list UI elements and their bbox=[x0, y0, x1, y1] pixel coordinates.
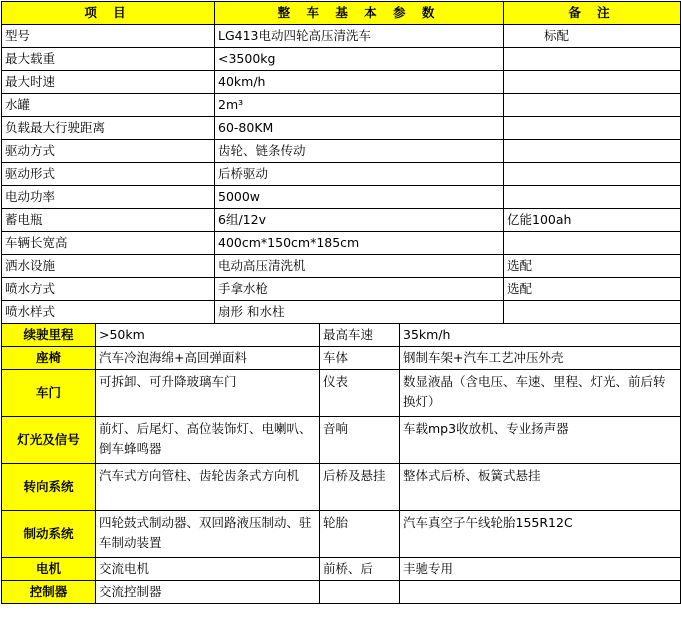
table-row bbox=[2, 511, 681, 558]
table-row bbox=[2, 25, 681, 48]
detail-label: 车门 bbox=[2, 370, 96, 417]
spec-item: 洒水设施 bbox=[2, 255, 215, 278]
spec-table bbox=[1, 1, 681, 324]
detail-value: >50km bbox=[96, 324, 320, 347]
detail-value: 可拆卸、可升降玻璃车门 bbox=[96, 370, 320, 417]
spec-value: 40km/h bbox=[215, 71, 504, 94]
detail-label: 控制器 bbox=[2, 581, 96, 604]
detail-label-2: 前桥、后 bbox=[320, 558, 400, 581]
detail-label: 转向系统 bbox=[2, 464, 96, 511]
detail-label: 灯光及信号 bbox=[2, 417, 96, 464]
table-row bbox=[2, 370, 681, 417]
detail-value-2: 整体式后桥、板簧式悬挂 bbox=[400, 464, 681, 511]
spec-value: 400cm*150cm*185cm bbox=[215, 232, 504, 255]
detail-value-2: 钢制车架+汽车工艺冲压外壳 bbox=[400, 347, 681, 370]
spec-item: 最大时速 bbox=[2, 71, 215, 94]
table-row bbox=[2, 347, 681, 370]
spec-value: <3500kg bbox=[215, 48, 504, 71]
spec-item: 电动功率 bbox=[2, 186, 215, 209]
table-row bbox=[2, 255, 681, 278]
detail-value: 汽车冷泡海绵+高回弹面料 bbox=[96, 347, 320, 370]
table-row bbox=[2, 581, 681, 604]
spec-note: 标配 bbox=[504, 25, 681, 48]
table-row bbox=[2, 558, 681, 581]
spec-note bbox=[504, 71, 681, 94]
spec-item: 驱动方式 bbox=[2, 140, 215, 163]
detail-value-2: 丰驰专用 bbox=[400, 558, 681, 581]
detail-value: 前灯、后尾灯、高位装饰灯、电喇叭、倒车蜂鸣器 bbox=[96, 417, 320, 464]
table-row bbox=[2, 301, 681, 324]
table-row bbox=[2, 278, 681, 301]
spec-item: 水罐 bbox=[2, 94, 215, 117]
spec-note bbox=[504, 163, 681, 186]
spec-note bbox=[504, 186, 681, 209]
detail-label-2: 最高车速 bbox=[320, 324, 400, 347]
detail-value-2 bbox=[400, 581, 681, 604]
detail-label: 续驶里程 bbox=[2, 324, 96, 347]
table-row bbox=[2, 71, 681, 94]
spec-note bbox=[504, 48, 681, 71]
spec-value: 5000w bbox=[215, 186, 504, 209]
header-item: 项 目 bbox=[2, 2, 215, 25]
spec-value: 6组/12v bbox=[215, 209, 504, 232]
detail-value-2: 数显液晶（含电压、车速、里程、灯光、前后转换灯） bbox=[400, 370, 681, 417]
spec-note: 亿能100ah bbox=[504, 209, 681, 232]
detail-label-2: 仪表 bbox=[320, 370, 400, 417]
table-row bbox=[2, 232, 681, 255]
spec-sheet bbox=[1, 1, 680, 604]
spec-value: 手拿水枪 bbox=[215, 278, 504, 301]
header-row bbox=[2, 2, 681, 25]
table-row bbox=[2, 464, 681, 511]
spec-item: 最大载重 bbox=[2, 48, 215, 71]
detail-value-2: 车载mp3收放机、专业扬声器 bbox=[400, 417, 681, 464]
table-row bbox=[2, 140, 681, 163]
table-row bbox=[2, 94, 681, 117]
detail-label: 座椅 bbox=[2, 347, 96, 370]
table-row bbox=[2, 209, 681, 232]
header-notes: 备 注 bbox=[504, 2, 681, 25]
table-row bbox=[2, 163, 681, 186]
spec-value: 60-80KM bbox=[215, 117, 504, 140]
detail-label-2: 轮胎 bbox=[320, 511, 400, 558]
table-row bbox=[2, 417, 681, 464]
spec-note bbox=[504, 140, 681, 163]
detail-label-2 bbox=[320, 581, 400, 604]
detail-value: 汽车式方向管柱、齿轮齿条式方向机 bbox=[96, 464, 320, 511]
detail-label-2: 后桥及悬挂 bbox=[320, 464, 400, 511]
spec-value: 齿轮、链条传动 bbox=[215, 140, 504, 163]
spec-item: 喷水样式 bbox=[2, 301, 215, 324]
detail-value: 交流电机 bbox=[96, 558, 320, 581]
spec-value: LG413电动四轮高压清洗车 bbox=[215, 25, 504, 48]
table-row bbox=[2, 186, 681, 209]
spec-value: 电动高压清洗机 bbox=[215, 255, 504, 278]
spec-note: 选配 bbox=[504, 278, 681, 301]
spec-note: 选配 bbox=[504, 255, 681, 278]
spec-item: 驱动形式 bbox=[2, 163, 215, 186]
detail-value-2: 汽车真空子午线轮胎155R12C bbox=[400, 511, 681, 558]
table-row bbox=[2, 324, 681, 347]
spec-value: 2m³ bbox=[215, 94, 504, 117]
detail-label: 制动系统 bbox=[2, 511, 96, 558]
detail-label: 电机 bbox=[2, 558, 96, 581]
spec-item: 型号 bbox=[2, 25, 215, 48]
detail-table bbox=[1, 323, 681, 604]
table-row bbox=[2, 117, 681, 140]
spec-note bbox=[504, 232, 681, 255]
spec-item: 喷水方式 bbox=[2, 278, 215, 301]
spec-item: 蓄电瓶 bbox=[2, 209, 215, 232]
detail-value: 四轮鼓式制动器、双回路液压制动、驻车制动装置 bbox=[96, 511, 320, 558]
spec-value: 后桥驱动 bbox=[215, 163, 504, 186]
table-row bbox=[2, 48, 681, 71]
spec-note bbox=[504, 117, 681, 140]
spec-value: 扇形 和水柱 bbox=[215, 301, 504, 324]
spec-note bbox=[504, 94, 681, 117]
spec-note bbox=[504, 301, 681, 324]
header-params: 整 车 基 本 参 数 bbox=[215, 2, 504, 25]
detail-label-2: 车体 bbox=[320, 347, 400, 370]
detail-label-2: 音响 bbox=[320, 417, 400, 464]
spec-item: 负载最大行驶距离 bbox=[2, 117, 215, 140]
detail-value: 交流控制器 bbox=[96, 581, 320, 604]
spec-item: 车辆长宽高 bbox=[2, 232, 215, 255]
detail-value-2: 35km/h bbox=[400, 324, 681, 347]
